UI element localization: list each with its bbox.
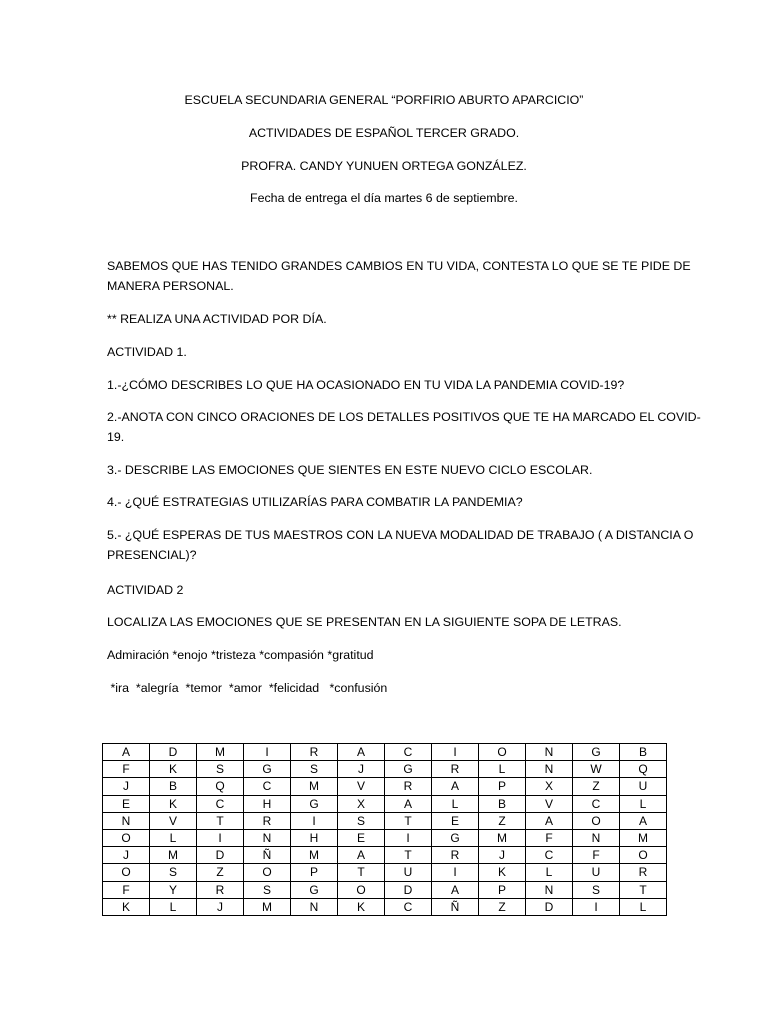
word-search-cell: S bbox=[291, 761, 338, 778]
intro-line-2: MANERA PERSONAL. bbox=[107, 279, 234, 293]
activity-1-title: ACTIVIDAD 1. bbox=[107, 345, 187, 359]
word-search-cell: N bbox=[573, 829, 620, 846]
word-search-cell: R bbox=[620, 864, 667, 881]
word-search-cell: J bbox=[479, 847, 526, 864]
word-search-cell: I bbox=[291, 812, 338, 829]
question-2-line-1: 2.-ANOTA CON CINCO ORACIONES DE LOS DETALLES POSITIVOS QUE TE HA MARCADO EL COVID- bbox=[107, 410, 701, 424]
word-search-cell: N bbox=[103, 812, 150, 829]
word-search-cell: B bbox=[479, 795, 526, 812]
word-search-cell: G bbox=[244, 761, 291, 778]
word-search-cell: D bbox=[197, 847, 244, 864]
word-search-cell: M bbox=[291, 847, 338, 864]
word-search-cell: I bbox=[573, 898, 620, 915]
word-search-cell: L bbox=[479, 761, 526, 778]
word-search-cell: K bbox=[338, 898, 385, 915]
school-name: ESCUELA SECUNDARIA GENERAL “PORFIRIO ABURTO APARCICIO” bbox=[184, 93, 584, 107]
word-search-cell: L bbox=[526, 864, 573, 881]
word-search-cell: A bbox=[526, 812, 573, 829]
word-search-cell: C bbox=[244, 778, 291, 795]
question-4: 4.- ¿QUÉ ESTRATEGIAS UTILIZARÍAS PARA COMBATIR LA PANDEMIA? bbox=[107, 495, 523, 509]
word-search-cell: C bbox=[526, 847, 573, 864]
word-search-cell: L bbox=[620, 898, 667, 915]
word-search-cell: H bbox=[291, 829, 338, 846]
emotion-word-list-1: Admiración *enojo *tristeza *compasión *gratitud bbox=[107, 648, 374, 662]
word-search-row bbox=[103, 847, 667, 864]
word-search-cell: A bbox=[385, 795, 432, 812]
word-search-row bbox=[103, 829, 667, 846]
word-search-cell: F bbox=[103, 881, 150, 898]
word-search-cell: O bbox=[338, 881, 385, 898]
activity-2-title: ACTIVIDAD 2 bbox=[107, 583, 184, 597]
word-search-cell: S bbox=[573, 881, 620, 898]
word-search-cell: N bbox=[526, 761, 573, 778]
word-search-cell: U bbox=[385, 864, 432, 881]
word-search-cell: E bbox=[103, 795, 150, 812]
word-search-cell: X bbox=[526, 778, 573, 795]
word-search-cell: E bbox=[432, 812, 479, 829]
word-search-cell: T bbox=[620, 881, 667, 898]
word-search-cell: F bbox=[526, 829, 573, 846]
word-search-cell: K bbox=[150, 761, 197, 778]
word-search-cell: J bbox=[197, 898, 244, 915]
word-search-cell: R bbox=[291, 744, 338, 761]
word-search-cell: R bbox=[385, 778, 432, 795]
word-search-cell: A bbox=[338, 847, 385, 864]
word-search-cell: K bbox=[150, 795, 197, 812]
word-search-cell: P bbox=[479, 881, 526, 898]
word-search-cell: D bbox=[526, 898, 573, 915]
word-search-cell: Z bbox=[573, 778, 620, 795]
word-search-cell: R bbox=[432, 847, 479, 864]
question-1: 1.-¿CÓMO DESCRIBES LO QUE HA OCASIONADO EN TU VIDA LA PANDEMIA COVID-19? bbox=[107, 378, 625, 392]
word-search-cell: V bbox=[526, 795, 573, 812]
word-search-cell: L bbox=[620, 795, 667, 812]
word-search-cell: H bbox=[244, 795, 291, 812]
word-search-cell: D bbox=[385, 881, 432, 898]
word-search-cell: O bbox=[620, 847, 667, 864]
word-search-cell: S bbox=[197, 761, 244, 778]
word-search-cell: O bbox=[103, 864, 150, 881]
word-search-cell: G bbox=[432, 829, 479, 846]
intro-line-1: SABEMOS QUE HAS TENIDO GRANDES CAMBIOS EN TU VIDA, CONTESTA LO QUE SE TE PIDE DE bbox=[107, 259, 691, 273]
word-search-row bbox=[103, 761, 667, 778]
word-search-cell: F bbox=[103, 761, 150, 778]
word-search-cell: D bbox=[150, 744, 197, 761]
word-search-cell: C bbox=[573, 795, 620, 812]
question-2-line-2: 19. bbox=[107, 430, 125, 444]
word-search-cell: T bbox=[197, 812, 244, 829]
daily-instruction: ** REALIZA UNA ACTIVIDAD POR DÍA. bbox=[107, 312, 327, 326]
word-search-cell: J bbox=[103, 778, 150, 795]
word-search-cell: C bbox=[385, 744, 432, 761]
word-search-cell: C bbox=[385, 898, 432, 915]
word-search-cell: C bbox=[197, 795, 244, 812]
word-search-cell: N bbox=[526, 744, 573, 761]
word-search-cell: R bbox=[197, 881, 244, 898]
word-search-row bbox=[103, 778, 667, 795]
word-search-cell: M bbox=[479, 829, 526, 846]
word-search-cell: V bbox=[338, 778, 385, 795]
word-search-row bbox=[103, 881, 667, 898]
word-search-cell: V bbox=[150, 812, 197, 829]
word-search-row bbox=[103, 898, 667, 915]
word-search-cell: I bbox=[432, 864, 479, 881]
word-search-row bbox=[103, 744, 667, 761]
word-search-cell: B bbox=[620, 744, 667, 761]
word-search-cell: K bbox=[479, 864, 526, 881]
word-search-cell: S bbox=[244, 881, 291, 898]
word-search-cell: Z bbox=[197, 864, 244, 881]
word-search-cell: N bbox=[291, 898, 338, 915]
word-search-cell: A bbox=[103, 744, 150, 761]
word-search-row bbox=[103, 864, 667, 881]
word-search-cell: W bbox=[573, 761, 620, 778]
word-search-cell: Y bbox=[150, 881, 197, 898]
word-search-cell: L bbox=[150, 898, 197, 915]
word-search-cell: I bbox=[432, 744, 479, 761]
word-search-cell: Ñ bbox=[432, 898, 479, 915]
word-search-cell: Z bbox=[479, 812, 526, 829]
word-search-cell: T bbox=[338, 864, 385, 881]
word-search-cell: O bbox=[103, 829, 150, 846]
word-search-grid bbox=[102, 743, 667, 916]
word-search-cell: T bbox=[385, 847, 432, 864]
word-search-cell: N bbox=[526, 881, 573, 898]
word-search-cell: J bbox=[103, 847, 150, 864]
question-5-line-1: 5.- ¿QUÉ ESPERAS DE TUS MAESTROS CON LA NUEVA MODALIDAD DE TRABAJO ( A DISTANCIA O bbox=[107, 528, 694, 542]
word-search-cell: M bbox=[244, 898, 291, 915]
word-search-cell: U bbox=[620, 778, 667, 795]
word-search-cell: P bbox=[291, 864, 338, 881]
word-search-row bbox=[103, 812, 667, 829]
word-search-cell: A bbox=[338, 744, 385, 761]
word-search-cell: M bbox=[150, 847, 197, 864]
word-search-cell: A bbox=[432, 881, 479, 898]
word-search-cell: G bbox=[385, 761, 432, 778]
word-search-cell: P bbox=[479, 778, 526, 795]
word-search-cell: I bbox=[197, 829, 244, 846]
word-search-cell: L bbox=[150, 829, 197, 846]
word-search-cell: T bbox=[385, 812, 432, 829]
word-search-cell: L bbox=[432, 795, 479, 812]
word-search-cell: X bbox=[338, 795, 385, 812]
teacher-name: PROFRA. CANDY YUNUEN ORTEGA GONZÁLEZ. bbox=[241, 159, 527, 173]
word-search-row bbox=[103, 795, 667, 812]
word-search-cell: R bbox=[432, 761, 479, 778]
word-search-cell: Z bbox=[479, 898, 526, 915]
word-search-cell: S bbox=[150, 864, 197, 881]
word-search-cell: G bbox=[573, 744, 620, 761]
word-search-cell: B bbox=[150, 778, 197, 795]
emotion-word-list-2: *ira *alegría *temor *amor *felicidad *confusión bbox=[107, 681, 388, 695]
word-search-cell: M bbox=[197, 744, 244, 761]
word-search-cell: A bbox=[620, 812, 667, 829]
word-search-cell: I bbox=[385, 829, 432, 846]
subject-title: ACTIVIDADES DE ESPAÑOL TERCER GRADO. bbox=[248, 126, 520, 140]
word-search-cell: G bbox=[291, 881, 338, 898]
word-search-cell: Q bbox=[197, 778, 244, 795]
word-search-cell: A bbox=[432, 778, 479, 795]
word-search-cell: N bbox=[244, 829, 291, 846]
word-search-cell: O bbox=[573, 812, 620, 829]
word-search-cell: R bbox=[244, 812, 291, 829]
word-search-cell: S bbox=[338, 812, 385, 829]
due-date: Fecha de entrega el día martes 6 de septiembre. bbox=[250, 191, 518, 205]
word-search-cell: M bbox=[291, 778, 338, 795]
word-search-cell: J bbox=[338, 761, 385, 778]
word-search-cell: K bbox=[103, 898, 150, 915]
question-3: 3.- DESCRIBE LAS EMOCIONES QUE SIENTES EN ESTE NUEVO CICLO ESCOLAR. bbox=[107, 463, 593, 477]
word-search-cell: F bbox=[573, 847, 620, 864]
word-search-cell: E bbox=[338, 829, 385, 846]
word-search-cell: U bbox=[573, 864, 620, 881]
word-search-cell: M bbox=[620, 829, 667, 846]
word-search-cell: G bbox=[291, 795, 338, 812]
word-search-cell: Ñ bbox=[244, 847, 291, 864]
activity-2-instruction: LOCALIZA LAS EMOCIONES QUE SE PRESENTAN EN LA SIGUIENTE SOPA DE LETRAS. bbox=[107, 615, 622, 629]
word-search-cell: I bbox=[244, 744, 291, 761]
question-5-line-2: PRESENCIAL)? bbox=[107, 548, 197, 562]
word-search-cell: Q bbox=[620, 761, 667, 778]
word-search-cell: O bbox=[479, 744, 526, 761]
word-search-cell: O bbox=[244, 864, 291, 881]
